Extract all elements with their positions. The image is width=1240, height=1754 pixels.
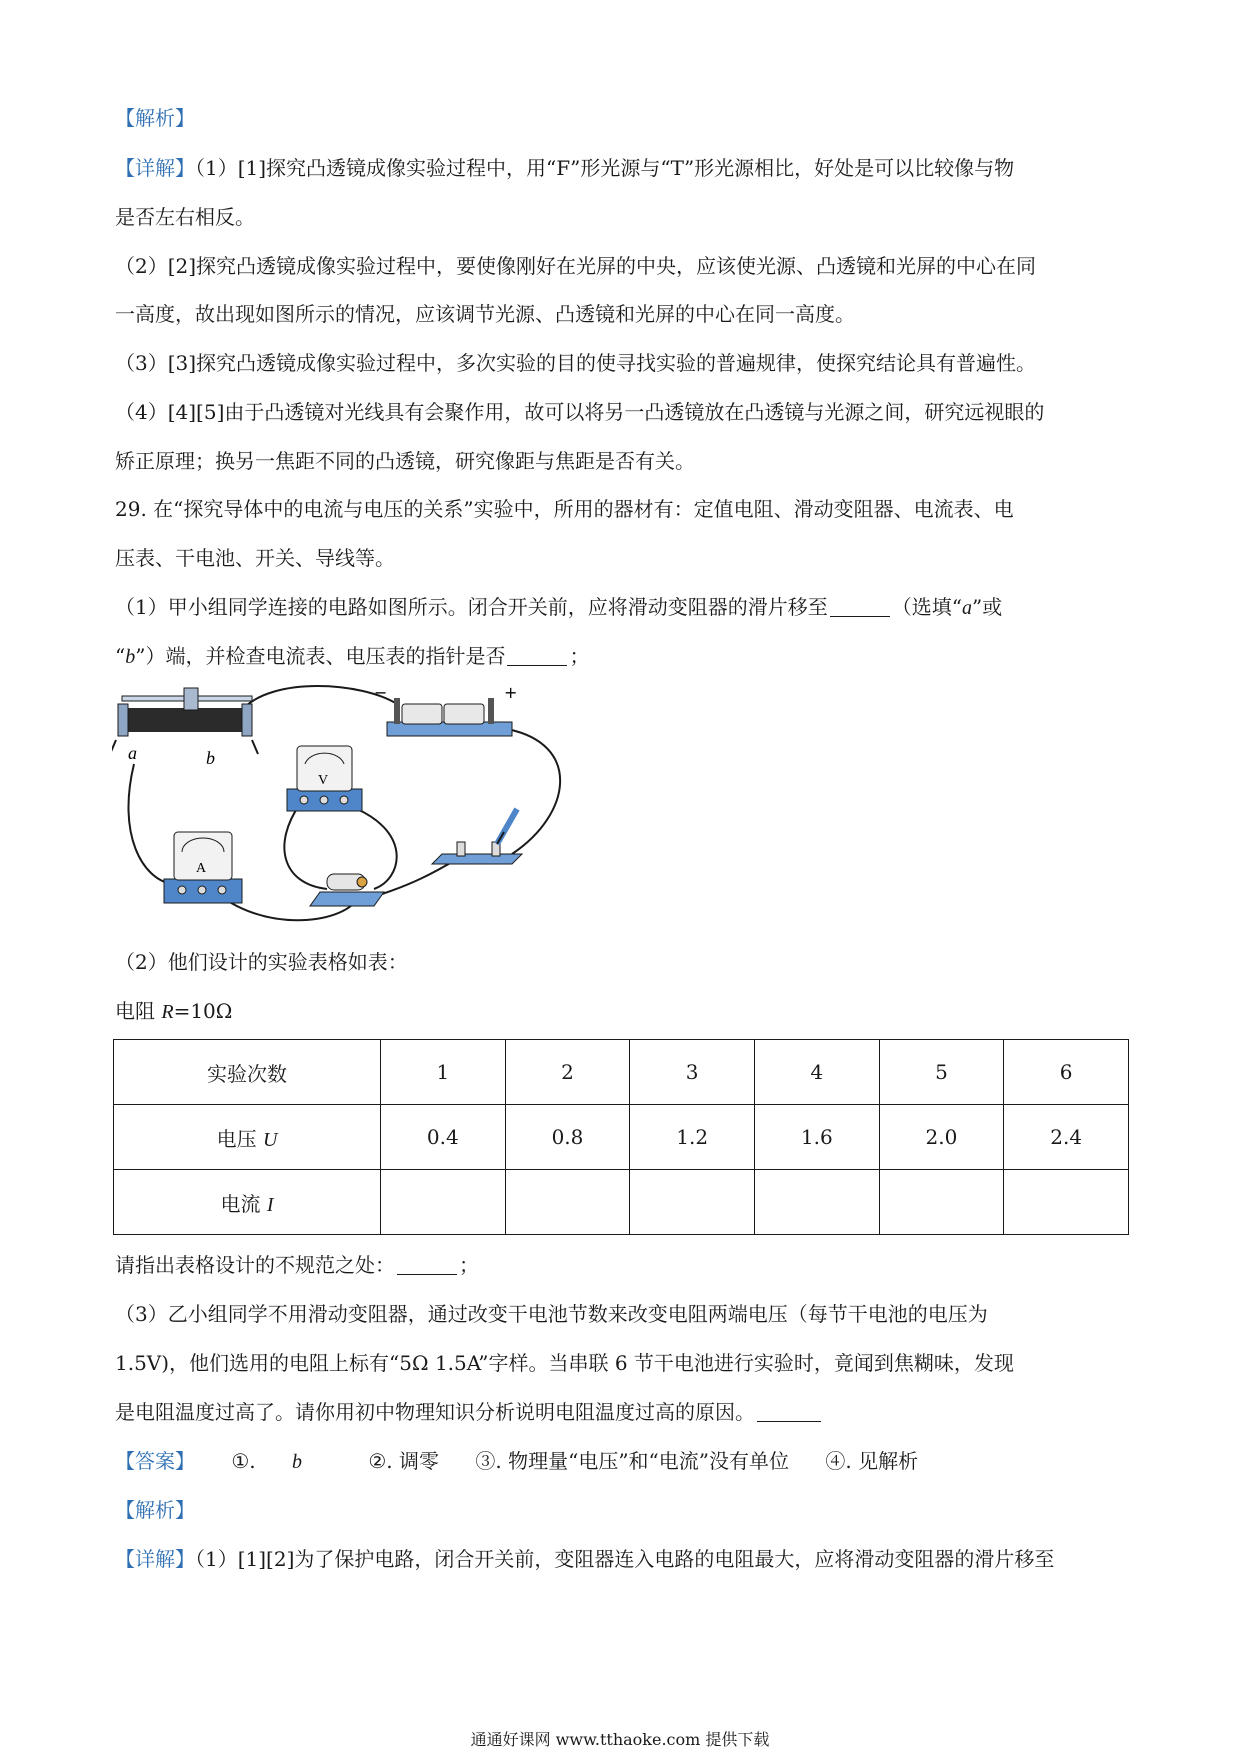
table-cell: 6 <box>1004 1040 1129 1105</box>
q1-line2-b: ”）端，并检查电流表、电压表的指针是否 <box>135 644 506 668</box>
analysis-tag-1: 【解析】 <box>115 106 195 130</box>
question-2-line: （2）他们设计的实验表格如表： <box>115 950 408 974</box>
voltmeter-terminal-2 <box>320 796 328 804</box>
detail-tag-2: 【详解】 <box>115 1547 195 1571</box>
table-row-voltage <box>114 1105 1129 1170</box>
rheostat-end-left <box>118 704 128 736</box>
battery-clip-right <box>488 698 494 724</box>
detail-2-line-2: 一高度，故出现如图所示的情况，应该调节光源、凸透镜和光屏的中心在同一高度。 <box>115 302 855 326</box>
table-cell: 5 <box>879 1040 1004 1105</box>
battery-cell-2 <box>444 704 484 724</box>
answer-2: ②. 调零 <box>368 1449 440 1473</box>
detail-1-line-2: 是否左右相反。 <box>115 205 255 229</box>
q1-line2-a: “ <box>115 644 126 668</box>
table-cell: 3 <box>630 1040 755 1105</box>
rheostat-end-right <box>242 704 252 736</box>
answer-4: ④. 见解析 <box>825 1449 919 1473</box>
answer-1 <box>231 1449 332 1473</box>
question-2-ask <box>115 1252 479 1278</box>
table-cell: 0.8 <box>505 1105 630 1170</box>
rheostat-coil <box>122 708 247 732</box>
detail-1-line-1 <box>115 155 1014 181</box>
table-row-trials <box>114 1040 1129 1105</box>
analysis-2-line-1 <box>115 1546 1054 1572</box>
table-cell: 2.4 <box>1004 1105 1129 1170</box>
battery-clip-left <box>394 698 400 724</box>
q1-text-b: （选填“ <box>891 595 962 619</box>
table-cell <box>630 1170 755 1235</box>
table-cell: 2 <box>505 1040 630 1105</box>
q1-text-a: （1）甲小组同学连接的电路如图所示。闭合开关前，应将滑动变阻器的滑片移至 <box>115 595 828 619</box>
table-cell <box>879 1170 1004 1235</box>
q2-ask-text: 请指出表格设计的不规范之处： <box>115 1253 395 1277</box>
battery-plus-label: + <box>504 684 518 702</box>
question-stem-line-2: 压表、干电池、开关、导线等。 <box>115 546 395 570</box>
table-cell <box>505 1170 630 1235</box>
detail-4-line-2: 矫正原理；换另一焦距不同的凸透镜，研究像距与焦距是否有关。 <box>115 449 695 473</box>
current-header <box>114 1170 381 1235</box>
resistor-base <box>310 892 384 906</box>
answer-blank-1 <box>830 598 890 617</box>
experiment-table <box>113 1039 1129 1235</box>
question-1-line-2 <box>115 643 589 670</box>
wire-rheostat-a-to-ammeter <box>128 764 172 884</box>
resistance-value: =10Ω <box>173 999 233 1023</box>
switch-base <box>432 854 522 864</box>
table-cell: 4 <box>754 1040 879 1105</box>
fixed-resistor <box>310 874 384 906</box>
q1-line2-c: ； <box>569 644 590 668</box>
voltmeter <box>287 746 362 811</box>
analysis-2-text: （1）[1][2]为了保护电路，闭合开关前，变阻器连入电路的电阻最大，应将滑动变阻器的滑片移至 <box>195 1547 1055 1571</box>
q1-option-b: b <box>125 646 136 668</box>
table-cell <box>1004 1170 1129 1235</box>
ammeter-terminal-2 <box>198 886 206 894</box>
table-cell: 2.0 <box>879 1105 1004 1170</box>
current-label: 电流 <box>220 1191 267 1216</box>
wire-voltmeter-to-resistor-left <box>284 804 327 889</box>
resistance-label: 电阻 <box>115 999 162 1023</box>
resistance-variable: R <box>161 1001 174 1023</box>
switch-post-left <box>457 842 465 856</box>
answer-1-prefix: ①. <box>231 1449 263 1473</box>
switch <box>432 809 522 864</box>
q2-ask-end: ； <box>459 1253 479 1277</box>
answer-3: ③. 物理量“电压”和“电流”没有单位 <box>475 1449 790 1473</box>
current-variable: I <box>266 1193 274 1216</box>
table-cell: 1.6 <box>754 1105 879 1170</box>
table-row-current <box>114 1170 1129 1235</box>
table-cell: 1 <box>381 1040 506 1105</box>
voltmeter-terminal-1 <box>300 796 308 804</box>
rheostat-slider <box>184 688 198 710</box>
answer-blank-3 <box>397 1256 457 1275</box>
question-1-line-1 <box>115 594 1002 621</box>
voltage-label: 电压 <box>216 1126 263 1151</box>
circuit-diagram <box>112 684 582 934</box>
wire-switch-to-battery <box>507 729 560 854</box>
voltage-variable: U <box>262 1128 278 1151</box>
battery-holder <box>374 684 517 736</box>
ammeter <box>164 832 242 903</box>
terminal-b-label: b <box>206 748 215 768</box>
question-3-line-1: （3）乙小组同学不用滑动变阻器，通过改变干电池节数来改变电阻两端电压（每节干电池的电压为 <box>115 1302 988 1326</box>
ammeter-terminal-3 <box>218 886 226 894</box>
answer-1-value: b <box>292 1451 303 1473</box>
detail-2-line-1: （2）[2]探究凸透镜成像实验过程中，要使像刚好在光屏的中央，应该使光源、凸透镜和光屏的中心在同 <box>115 254 1037 278</box>
detail-tag: 【详解】 <box>115 156 195 180</box>
table-cell <box>381 1170 506 1235</box>
ammeter-terminal-1 <box>178 886 186 894</box>
resistor-cap <box>357 877 367 887</box>
answer-line <box>115 1448 948 1475</box>
battery-minus-label: − <box>374 684 388 702</box>
table-cell <box>754 1170 879 1235</box>
voltage-header <box>114 1105 381 1170</box>
page-footer: 通通好课网 www.tthaoke.com 提供下载 <box>470 1730 770 1749</box>
detail-4-line-1: （4）[4][5]由于凸透镜对光线具有会聚作用，故可以将另一凸透镜放在凸透镜与光源之间，研究远视眼的 <box>115 400 1045 424</box>
question-3-line-2: 1.5V)，他们选用的电阻上标有“5Ω 1.5A”字样。当串联 6 节干电池进行实验时，竟闻到焦糊味，发现 <box>115 1351 1014 1375</box>
question-3-line-3 <box>115 1399 823 1425</box>
ammeter-label: A <box>196 861 207 876</box>
q1-text-c: ”或 <box>971 595 1003 619</box>
answer-tag: 【答案】 <box>115 1449 195 1473</box>
q3-line3-text: 是电阻温度过高了。请你用初中物理知识分析说明电阻温度过高的原因。 <box>115 1400 755 1424</box>
trial-header: 实验次数 <box>114 1040 381 1105</box>
battery-cell-1 <box>402 704 442 724</box>
voltmeter-label: V <box>318 773 329 788</box>
detail-1-text: （1）[1]探究凸透镜成像实验过程中，用“F”形光源与“T”形光源相比，好处是可以比较像与物 <box>195 156 1015 180</box>
terminal-a-label: a <box>128 743 137 763</box>
question-stem-line-1: 29. 在“探究导体中的电流与电压的关系”实验中，所用的器材有：定值电阻、滑动变阻器、电流表、电 <box>115 497 1014 521</box>
table-cell: 1.2 <box>630 1105 755 1170</box>
answer-blank-2 <box>507 647 567 666</box>
answer-blank-4 <box>757 1403 821 1422</box>
analysis-tag-2: 【解析】 <box>115 1498 195 1522</box>
voltmeter-terminal-3 <box>340 796 348 804</box>
rheostat <box>112 688 258 768</box>
table-cell: 0.4 <box>381 1105 506 1170</box>
q1-option-a: a <box>961 597 972 619</box>
detail-3-line-1: （3）[3]探究凸透镜成像实验过程中，多次实验的目的使寻找实验的普遍规律，使探究结论具有普遍性。 <box>115 351 1037 375</box>
resistance-line <box>115 998 232 1025</box>
